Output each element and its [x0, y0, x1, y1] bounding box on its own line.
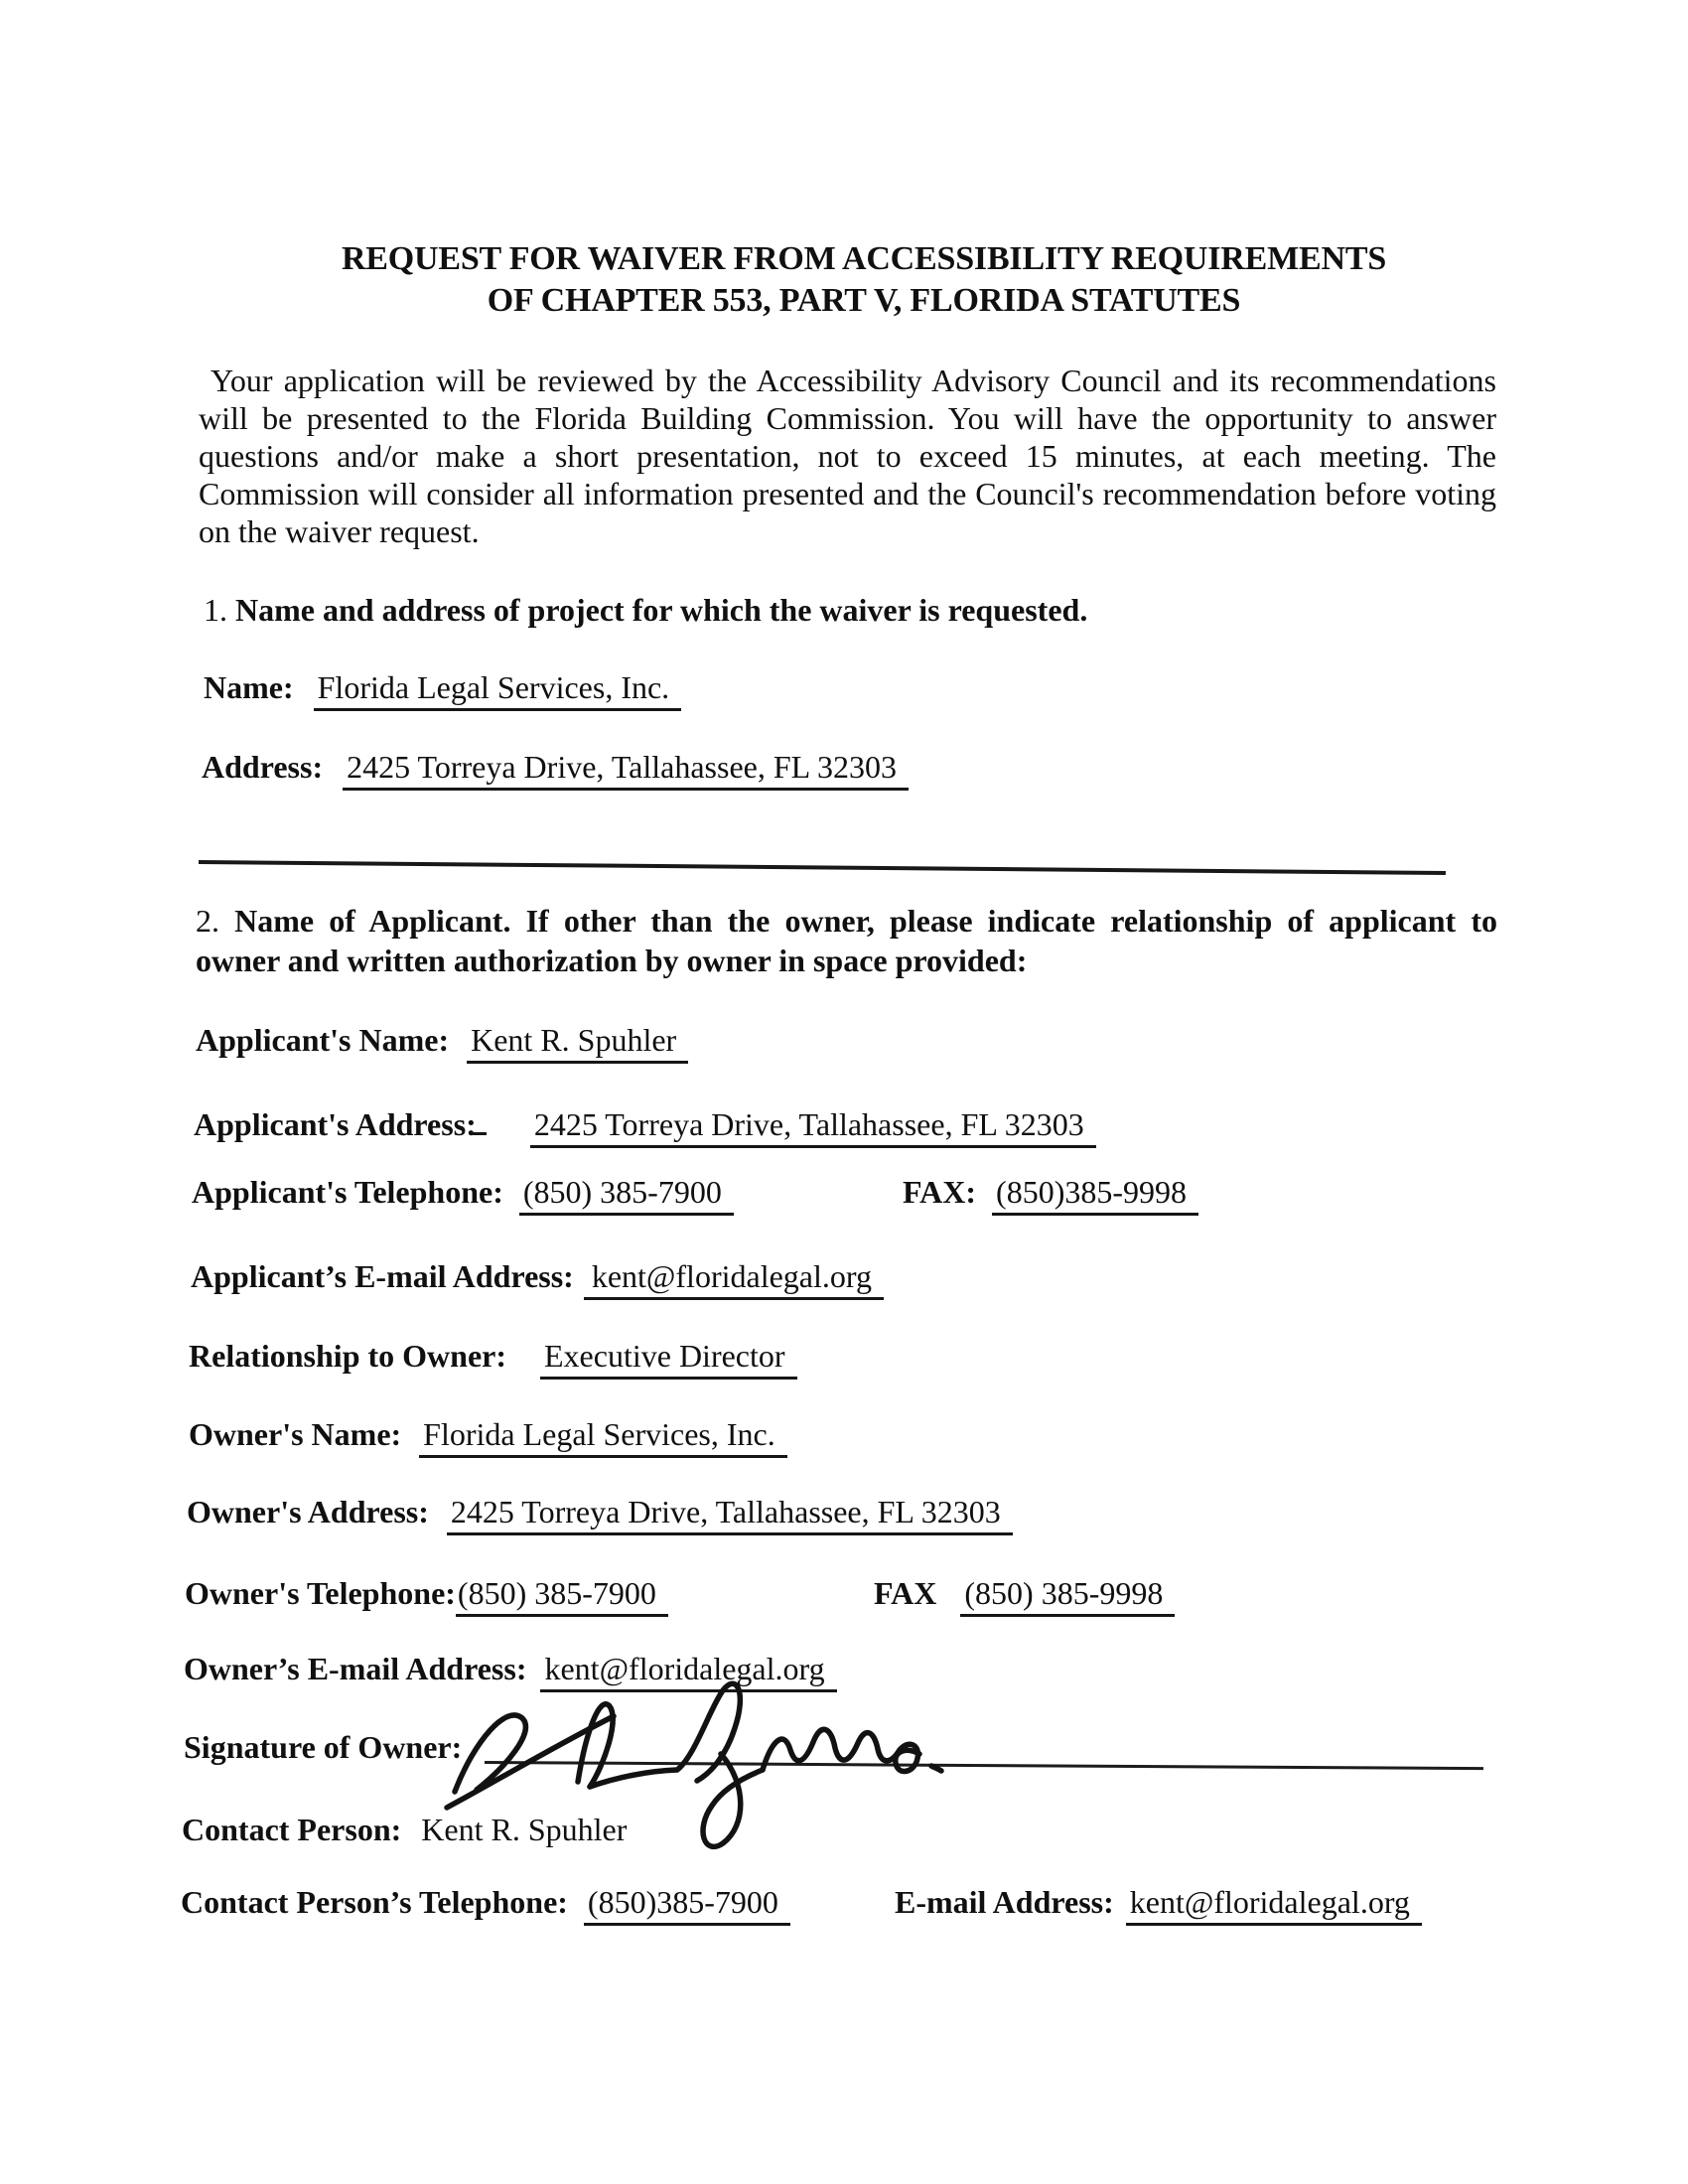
section1-heading-text: Name and address of project for which the waiver is requested.	[235, 592, 1088, 628]
field-row-contact-person	[182, 1810, 627, 1849]
field-value: kent@floridalegal.org	[540, 1649, 836, 1692]
field-value: 2425 Torreya Drive, Tallahassee, FL 32303	[343, 747, 909, 791]
field-row-owner-fax	[874, 1573, 1175, 1617]
field-label: FAX	[874, 1575, 937, 1611]
field-label: Applicant's Telephone:	[192, 1174, 503, 1210]
field-label: E-mail Address:	[895, 1884, 1114, 1920]
intro-paragraph	[199, 362, 1496, 550]
field-value: 2425 Torreya Drive, Tallahassee, FL 32303	[447, 1492, 1013, 1535]
field-label: Applicant’s E-mail Address:	[191, 1258, 574, 1294]
field-label: Relationship to Owner:	[189, 1338, 506, 1374]
field-label: Contact Person:	[182, 1812, 402, 1847]
field-value: kent@floridalegal.org	[1126, 1882, 1422, 1926]
field-label: Owner’s E-mail Address:	[184, 1651, 527, 1686]
field-row-owner-phone	[185, 1573, 668, 1617]
intro-line: Commission will consider all information presented and the Council's recommendation before voting	[199, 476, 1496, 511]
field-value: kent@floridalegal.org	[584, 1256, 884, 1300]
field-row-project-name	[204, 667, 681, 711]
section1-number: 1.	[204, 592, 227, 628]
intro-line: Your application will be reviewed by the Accessibility Advisory Council and its recommendations	[211, 363, 1496, 398]
field-label: Address:	[202, 749, 324, 785]
section1-heading	[204, 590, 1087, 630]
field-value: Executive Director	[540, 1336, 797, 1380]
field-value: Kent R. Spuhler	[467, 1020, 688, 1064]
field-label: Contact Person’s Telephone:	[181, 1884, 568, 1920]
field-label: Signature of Owner:	[184, 1729, 463, 1765]
field-value: (850) 385-9998	[960, 1573, 1175, 1617]
field-value: (850)385-9998	[992, 1172, 1198, 1216]
field-value: Florida Legal Services, Inc.	[419, 1414, 787, 1458]
section2-heading-line1	[196, 901, 1497, 941]
field-label: Owner's Telephone:	[185, 1575, 456, 1611]
field-label: Owner's Address:	[187, 1494, 429, 1529]
field-row-owner-name	[189, 1414, 787, 1458]
field-value: Kent R. Spuhler	[421, 1812, 628, 1847]
intro-line: questions and/or make a short presentation, not to exceed 15 minutes, at each meeting. The	[199, 438, 1496, 474]
colon-underline	[473, 1102, 487, 1135]
field-label: Owner's Name:	[189, 1416, 402, 1452]
section2-heading-line2: owner and written authorization by owner in space provided:	[196, 943, 1028, 978]
intro-line: will be presented to the Florida Building Commission. You will have the opportunity to answer	[199, 400, 1496, 436]
intro-line: on the waiver request.	[199, 513, 480, 549]
field-value: (850)385-7900	[584, 1882, 790, 1926]
field-row-signature	[184, 1727, 462, 1767]
field-row-applicant-name	[196, 1020, 688, 1064]
section2-heading	[196, 901, 1497, 980]
field-row-relationship	[189, 1336, 797, 1380]
field-row-project-address	[202, 747, 909, 791]
doc-title-line1: REQUEST FOR WAIVER FROM ACCESSIBILITY REQUIREMENTS	[341, 240, 1387, 277]
field-row-applicant-phone	[192, 1172, 734, 1216]
field-row-contact-phone	[181, 1882, 790, 1926]
field-value: 2425 Torreya Drive, Tallahassee, FL 32303	[530, 1104, 1096, 1148]
field-label: Applicant's Name:	[196, 1022, 450, 1058]
field-label: FAX:	[903, 1174, 977, 1210]
doc-title-line2: OF CHAPTER 553, PART V, FLORIDA STATUTES	[487, 282, 1241, 319]
field-row-contact-email	[895, 1882, 1422, 1926]
field-row-applicant-address	[194, 1102, 1096, 1148]
field-row-applicant-fax	[903, 1172, 1198, 1216]
field-label: Name:	[204, 669, 294, 705]
field-value: Florida Legal Services, Inc.	[314, 667, 682, 711]
field-row-owner-address	[187, 1492, 1013, 1535]
section-divider	[199, 860, 1446, 875]
section2-heading-text1: Name of Applicant. If other than the owner, please indicate relationship of applicant to	[234, 903, 1498, 939]
field-value: (850) 385-7900	[519, 1172, 734, 1216]
field-label: Applicant's Address:	[194, 1106, 477, 1142]
field-row-applicant-email	[191, 1256, 884, 1300]
field-value: (850) 385-7900	[456, 1573, 668, 1617]
section2-number: 2.	[196, 903, 219, 939]
